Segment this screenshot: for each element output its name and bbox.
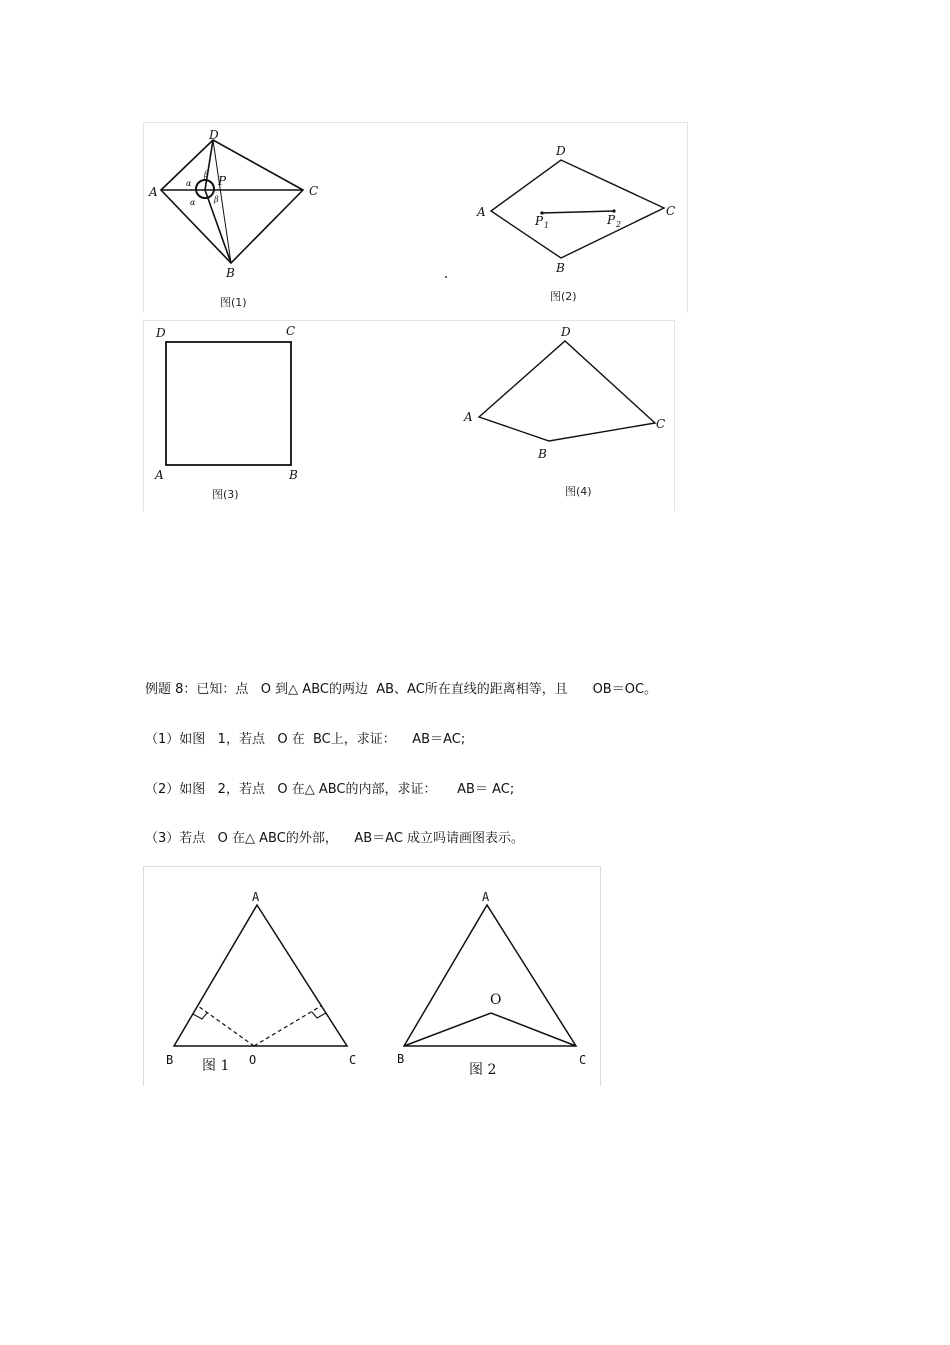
fig4-caption: 图(4) [565, 485, 592, 498]
quadrilateral-abcd [161, 140, 303, 263]
fig4-label-b: B [538, 447, 547, 461]
fig2-label-b: B [556, 261, 565, 275]
right-angle-mark-ab [193, 1013, 207, 1019]
fig2-label-p1-sub: 1 [544, 221, 550, 230]
bfig2-label-c: C [579, 1053, 587, 1067]
bfig1-label-o: O [249, 1053, 257, 1067]
problem-part-3: （3）若点 O 在△ ABC的外部， AB＝AC 成立吗请画图表示。 [145, 831, 525, 846]
bfig2-label-o: O [490, 992, 502, 1008]
problem-statement: 例题 8：已知：点 O 到△ ABC的两边 AB、AC所在直线的距离相等，且 OB＝OC。 [145, 682, 658, 697]
bfig1-label-a: A [252, 890, 260, 904]
fig3-label-c: C [286, 324, 296, 338]
bottom-figure-2-diagram [404, 905, 576, 1046]
fig2-label-a: A [477, 205, 486, 219]
figure-1-2-svg [144, 123, 687, 313]
segment-p1p2 [542, 211, 614, 213]
fig4-label-a: A [464, 410, 473, 424]
stray-dot [445, 276, 447, 278]
fig2-label-p2-sub: 2 [616, 220, 622, 229]
fig1-label-d: D [209, 128, 219, 142]
segments-ob-oc [404, 1013, 576, 1046]
bfig2-label-a: A [482, 890, 490, 904]
quadrilateral-abcd-2 [491, 160, 664, 258]
fig1-caption: 图(1) [220, 296, 247, 309]
fig3-label-b: B [289, 468, 298, 482]
fig1-label-alpha-bottom: α [190, 198, 196, 207]
fig3-label-d: D [156, 326, 166, 340]
fig1-label-alpha-top: α [186, 179, 192, 188]
fig1-label-beta-bottom: β [214, 195, 219, 204]
fig4-label-c: C [656, 417, 666, 431]
bfig1-label-c: C [349, 1053, 357, 1067]
problem-part-1: （1）如图 1，若点 O 在 BC上，求证： AB＝AC; [145, 732, 466, 747]
square-abcd [166, 342, 291, 465]
problem-part-2: （2）如图 2，若点 O 在△ ABC的内部，求证： AB＝ AC; [145, 782, 515, 797]
bfig2-caption: 图 2 [469, 1062, 497, 1078]
fig1-label-a: A [149, 185, 158, 199]
triangle-abc-2 [404, 905, 576, 1046]
figure-1-diagram [161, 140, 303, 263]
triangle-abc-1 [174, 905, 347, 1046]
fig2-label-c: C [666, 204, 676, 218]
bfig1-label-b: B [166, 1053, 174, 1067]
fig2-label-p1: P [535, 214, 544, 228]
perpendicular-o-ac [254, 1006, 321, 1046]
fig2-label-p2: P [607, 213, 616, 227]
fig3-label-a: A [155, 468, 164, 482]
right-angle-mark-ac [312, 1012, 326, 1018]
figure-panel-bottom [143, 866, 601, 1086]
quadrilateral-abcd-4 [479, 341, 655, 441]
bfig1-caption: 图 1 [202, 1058, 230, 1074]
fig1-label-beta-top: β [204, 170, 209, 179]
fig1-label-p: P [218, 174, 227, 188]
figure-bottom-svg [144, 867, 600, 1086]
fig3-caption: 图(3) [212, 488, 239, 501]
fig2-caption: 图(2) [550, 290, 577, 303]
fig1-label-b: B [226, 266, 235, 280]
bottom-figure-1-diagram [174, 905, 347, 1046]
figure-panel-top-2 [143, 320, 675, 511]
fig1-label-c: C [309, 184, 319, 198]
fig2-label-d: D [556, 144, 566, 158]
perpendicular-o-ab [198, 1006, 254, 1046]
figure-2-diagram [491, 160, 664, 258]
figure-3-4-svg [144, 321, 674, 511]
fig4-label-d: D [561, 325, 571, 339]
figure-panel-top-1 [143, 122, 688, 313]
bfig2-label-b: B [397, 1052, 405, 1066]
